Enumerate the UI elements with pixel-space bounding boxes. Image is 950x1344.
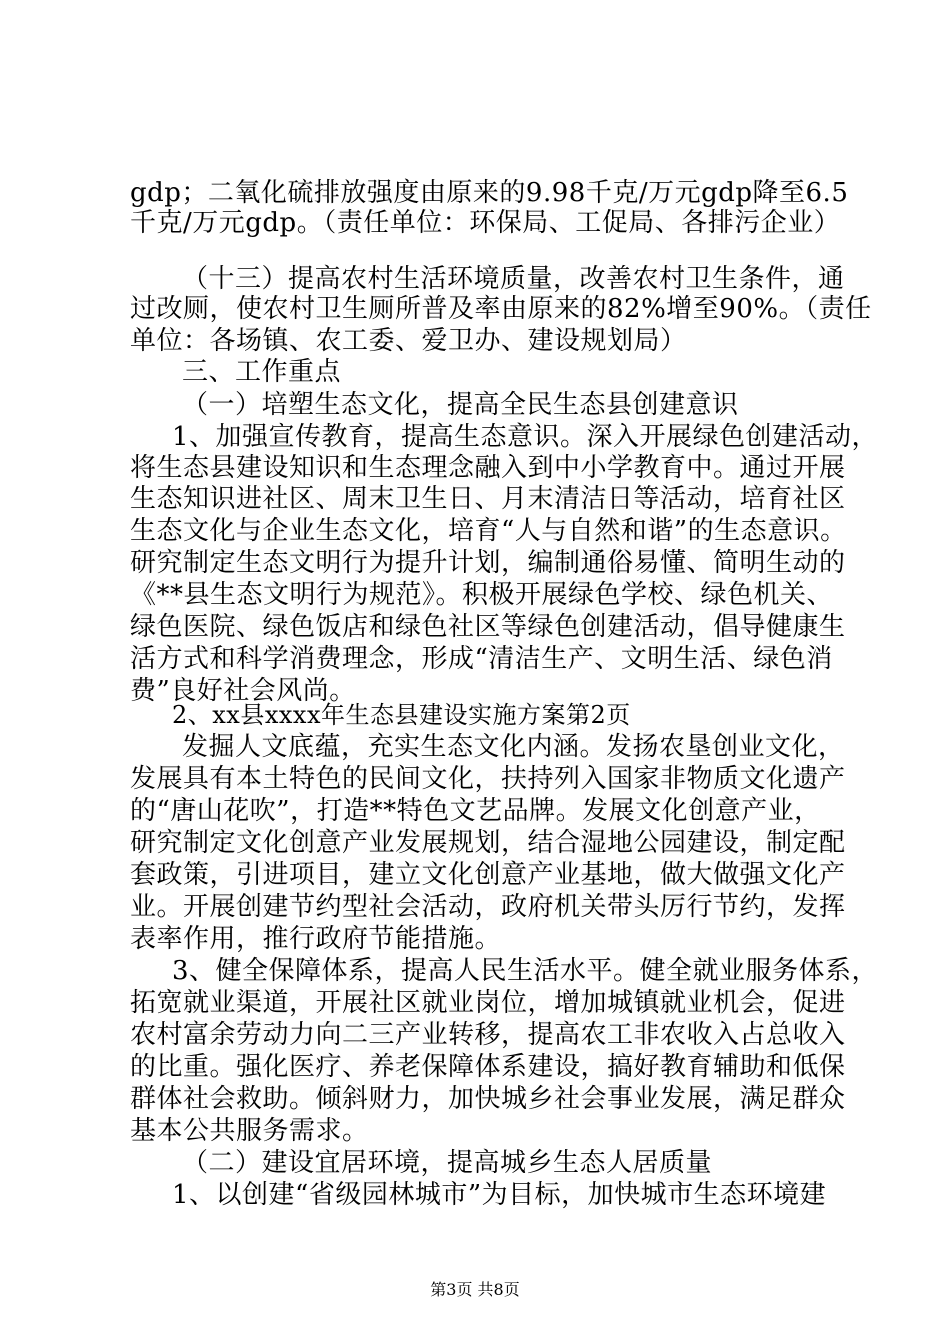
section-heading: 三、工作重点 (182, 357, 342, 387)
text-line: 3、健全保障体系，提高人民生活水平。健全就业服务体系， (172, 956, 879, 986)
subsection-heading: （二）建设宜居环境，提高城乡生态人居质量 (182, 1148, 713, 1178)
page-footer: 第3页 共8页 (430, 1280, 520, 1299)
text-line: 拓宽就业渠道，开展社区就业岗位，增加城镇就业机会，促进 (130, 988, 846, 1018)
text-line: 费”良好社会风尚。 (130, 676, 356, 706)
text-line: 业。开展创建节约型社会活动，政府机关带头厉行节约，发挥 (130, 892, 846, 922)
text-line: 绿色医院、绿色饭店和绿色社区等绿色创建活动，倡导健康生 (130, 612, 846, 642)
text-line: 活方式和科学消费理念，形成“清洁生产、文明生活、绿色消 (130, 644, 833, 674)
text-line: （十三）提高农村生活环境质量，改善农村卫生条件，通 (182, 264, 845, 294)
text-line: 表率作用，推行政府节能措施。 (130, 924, 502, 954)
text-line: 农村富余劳动力向二三产业转移，提高农工非农收入占总收入 (130, 1020, 846, 1050)
subsection-heading: （一）培塑生态文化，提高全民生态县创建意识 (182, 390, 739, 420)
text-line: 发掘人文底蕴，充实生态文化内涵。发扬农垦创业文化， (182, 732, 845, 762)
text-line: 研究制定文化创意产业发展规划，结合湿地公园建设，制定配 (130, 828, 846, 858)
text-line: 发展具有本土特色的民间文化，扶持列入国家非物质文化遗产 (130, 764, 846, 794)
text-line: 过改厕，使农村卫生厕所普及率由原来的82%增至90%。（责任 (130, 294, 872, 324)
text-line: 套政策，引进项目，建立文化创意产业基地，做大做强文化产 (130, 860, 846, 890)
text-line: 群体社会救助。倾斜财力，加快城乡社会事业发展，满足群众 (130, 1084, 846, 1114)
item-heading: 2、xx县xxxx年生态县建设实施方案第2页 (172, 701, 631, 729)
text-line: 研究制定生态文明行为提升计划，编制通俗易懂、简明生动的 (130, 548, 846, 578)
text-line: gdp；二氧化硫排放强度由原来的9.98千克/万元gdp降至6.5 (130, 178, 849, 208)
text-line: 《**县生态文明行为规范》。积极开展绿色学校、绿色机关、 (130, 580, 834, 610)
text-line: 单位：各场镇、农工委、爱卫办、建设规划局） (130, 326, 687, 356)
text-line: 千克/万元gdp。（责任单位：环保局、工促局、各排污企业） (130, 208, 841, 238)
text-line: 的比重。强化医疗、养老保障体系建设，搞好教育辅助和低保 (130, 1052, 846, 1082)
text-line: 1、以创建“省级园林城市”为目标，加快城市生态环境建 (172, 1180, 827, 1210)
text-line: 生态文化与企业生态文化，培育“人与自然和谐”的生态意识。 (130, 516, 847, 546)
text-line: 生态知识进社区、周末卫生日、月末清洁日等活动，培育社区 (130, 484, 846, 514)
text-line: 1、加强宣传教育，提高生态意识。深入开展绿色创建活动， (172, 422, 879, 452)
text-line: 基本公共服务需求。 (130, 1116, 369, 1146)
text-line: 将生态县建设知识和生态理念融入到中小学教育中。通过开展 (130, 453, 846, 483)
text-line: 的“唐山花吹”，打造**特色文艺品牌。发展文化创意产业， (130, 796, 821, 826)
